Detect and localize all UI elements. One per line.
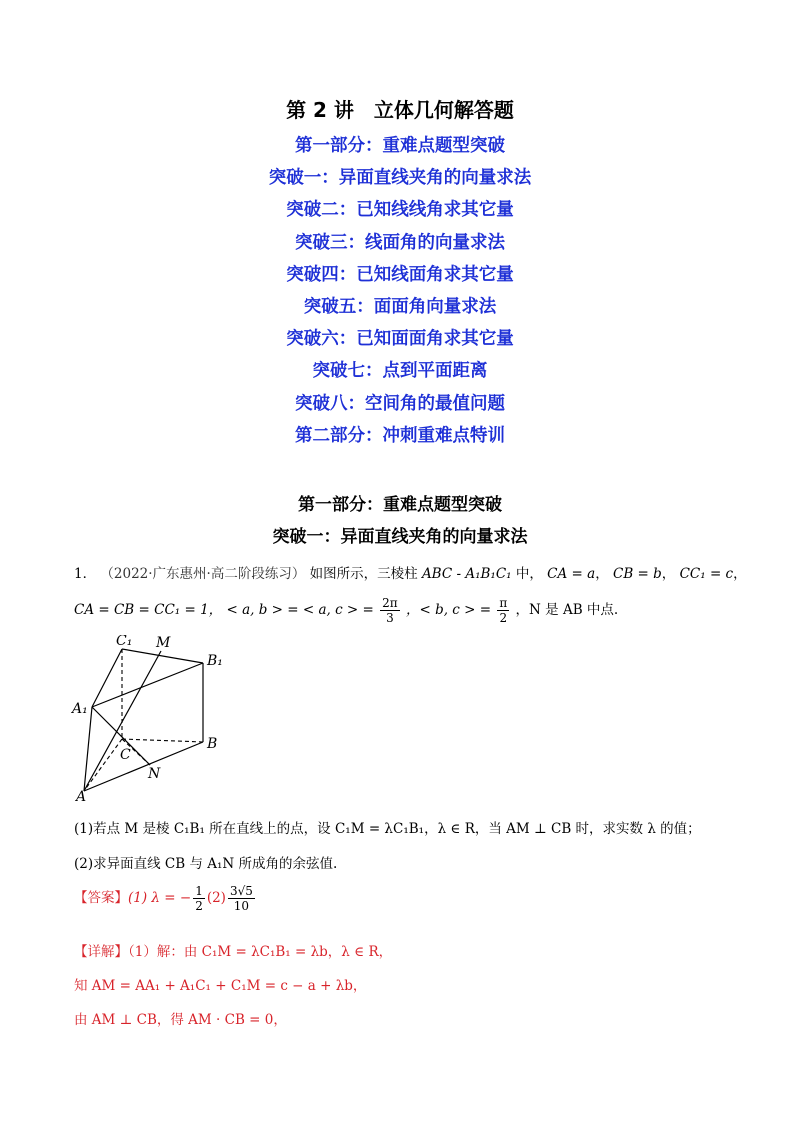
toc-item[interactable]: 突破五：面面角向量求法 [303, 296, 497, 317]
answer-tag: 【答案】 [74, 890, 128, 906]
label-b1: B₁ [207, 653, 223, 669]
detail-text-1: （1）解：由 C₁M = λC₁B₁ = λb，λ ∈ R， [128, 944, 393, 960]
page-title: 第 2 讲 立体几何解答题 [286, 98, 514, 122]
label-n: N [148, 766, 161, 782]
problem-line-1: 1． （2022·广东惠州·高二阶段练习） 如图所示，三棱柱 ABC - A₁B₁C₁ 中， CA = a， CB = b， CC₁ = c， [74, 566, 747, 582]
question-1: (1)若点 M 是棱 C₁B₁ 所在直线上的点，设 C₁M = λC₁B₁，λ ∈ R，当 AM ⊥ CB 时，求实数 λ 的值； [74, 821, 701, 837]
toc-item[interactable]: 突破七：点到平面距离 [312, 361, 488, 382]
toc-item[interactable]: 突破三：线面角的向量求法 [295, 232, 505, 253]
edge-ab [84, 742, 203, 791]
fraction-one-half [193, 884, 205, 913]
problem-zhong: 中， [515, 566, 543, 582]
toc-item[interactable]: 突破六：已知面面角求其它量 [286, 329, 514, 350]
section-title: 第一部分：重难点题型突破 [298, 495, 502, 515]
numerator: 1 [195, 884, 203, 898]
edge-c1b1 [122, 649, 203, 663]
prism-name: ABC - A₁B₁C₁ [421, 566, 512, 582]
label-m: M [156, 635, 171, 651]
toc-item[interactable]: 第一部分：重难点题型突破 [295, 136, 505, 156]
denominator: 2 [195, 899, 203, 913]
fraction-pi-2 [497, 596, 509, 625]
edge-c1a1 [92, 649, 122, 707]
problem-number: 1． [74, 566, 97, 582]
numerator: 2π [382, 596, 398, 610]
detail-line-1 [74, 940, 392, 960]
condition-angle-bc: ，< b, c > = [405, 602, 492, 618]
label-a: A [76, 789, 87, 805]
answer-part-1: (1) λ = − [128, 890, 192, 906]
fraction-2pi-3 [380, 596, 400, 625]
label-a1: A₁ [72, 701, 88, 717]
numerator: 3√5 [229, 884, 253, 898]
answer-line [74, 884, 257, 913]
answer-part-2: (2) [206, 890, 226, 906]
fraction-3root5-10 [228, 884, 255, 913]
edge-a1b1 [92, 663, 203, 707]
vector-a: CA = a [547, 566, 596, 582]
toc-item[interactable]: 突破八：空间角的最值问题 [295, 393, 505, 414]
detail-line-3: 由 AM ⊥ CB，得 AM · CB = 0， [74, 1012, 287, 1028]
denominator: 3 [386, 611, 394, 625]
denominator: 2 [499, 611, 508, 625]
prism-figure [70, 635, 240, 805]
detail-tag: 【详解】 [74, 944, 128, 960]
toc-item[interactable]: 突破一：异面直线夹角的向量求法 [268, 168, 532, 189]
condition-midpoint: ，N 是 AB 中点. [515, 602, 619, 618]
toc-item[interactable]: 第二部分：冲刺重难点特训 [295, 425, 505, 446]
label-c1: C₁ [116, 635, 133, 649]
label-c: C [120, 747, 131, 763]
toc-item[interactable]: 突破二：已知线线角求其它量 [286, 200, 514, 221]
condition-lengths: CA = CB = CC₁ = 1， [74, 602, 223, 618]
detail-line-2: 知 AM = AA₁ + A₁C₁ + C₁M = c − a + λb， [74, 978, 367, 994]
toc-item[interactable]: 突破四：已知线面角求其它量 [286, 264, 514, 285]
problem-intro: 如图所示，三棱柱 [309, 566, 418, 582]
question-2: (2)求异面直线 CB 与 A₁N 所成角的余弦值. [74, 856, 338, 872]
subsection-title: 突破一：异面直线夹角的向量求法 [272, 527, 528, 547]
table-of-contents [0, 130, 800, 452]
vector-b: CB = b [613, 566, 662, 582]
label-b: B [207, 736, 218, 752]
problem-line-2 [74, 596, 618, 625]
denominator: 10 [233, 899, 250, 913]
edge-cb-hidden [122, 739, 203, 742]
condition-angles-ab-ac: < a, b > = < a, c > = [226, 602, 374, 618]
problem-source: （2022·广东惠州·高二阶段练习） [100, 566, 306, 582]
vector-c: CC₁ = c [679, 566, 734, 582]
numerator: π [499, 596, 508, 610]
